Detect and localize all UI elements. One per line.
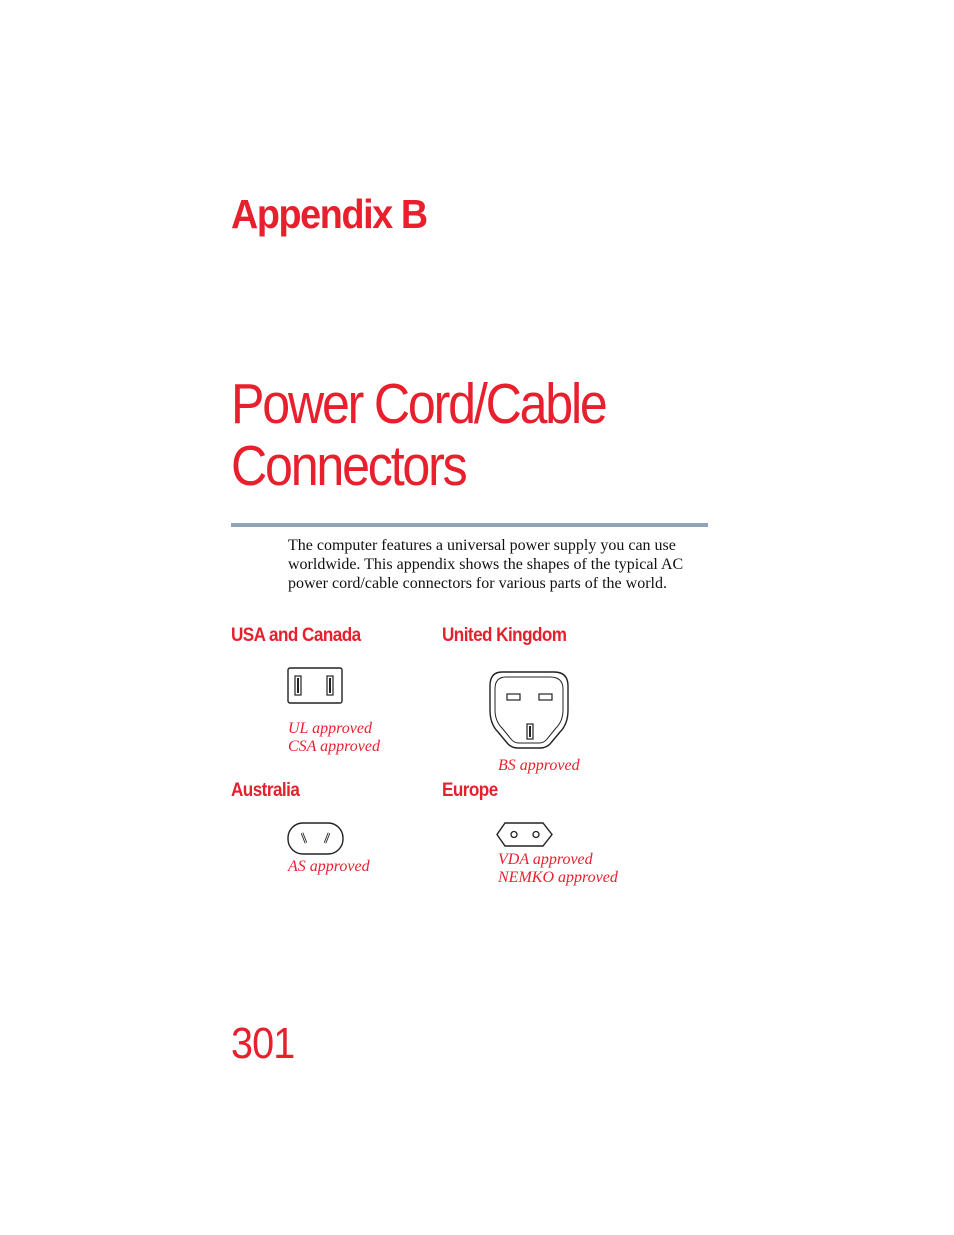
- caption-usa-line-2: CSA approved: [288, 738, 380, 755]
- caption-uk-line-1: BS approved: [498, 757, 580, 774]
- australia-plug-icon: [287, 822, 345, 856]
- caption-europe: [498, 851, 618, 887]
- europe-plug-icon: [496, 822, 554, 848]
- caption-uk: [498, 757, 580, 775]
- caption-australia-line-1: AS approved: [288, 858, 370, 875]
- us-plug-icon: [287, 667, 345, 705]
- section-heading-uk: United Kingdom: [442, 625, 567, 646]
- caption-europe-line-2: NEMKO approved: [498, 869, 618, 886]
- appendix-label: Appendix B: [231, 191, 427, 237]
- title-divider: [231, 523, 708, 527]
- page-title-line-1: Power Cord/Cable: [231, 372, 606, 436]
- page-number: 301: [231, 1019, 295, 1068]
- caption-usa-line-1: UL approved: [288, 720, 372, 737]
- page-title-line-2: Connectors: [231, 434, 466, 498]
- caption-europe-line-1: VDA approved: [498, 851, 593, 868]
- caption-australia: [288, 858, 370, 876]
- section-heading-australia: Australia: [231, 780, 300, 801]
- uk-plug-icon: [488, 670, 572, 750]
- intro-paragraph: The computer features a universal power supply you can use worldwide. This appendix shows the shapes of the typical AC power cord/cable connectors for various parts of the world.: [288, 537, 684, 592]
- caption-usa: [288, 720, 380, 756]
- page-title: [231, 373, 606, 497]
- section-heading-usa: USA and Canada: [231, 625, 361, 646]
- section-heading-europe: Europe: [442, 780, 498, 801]
